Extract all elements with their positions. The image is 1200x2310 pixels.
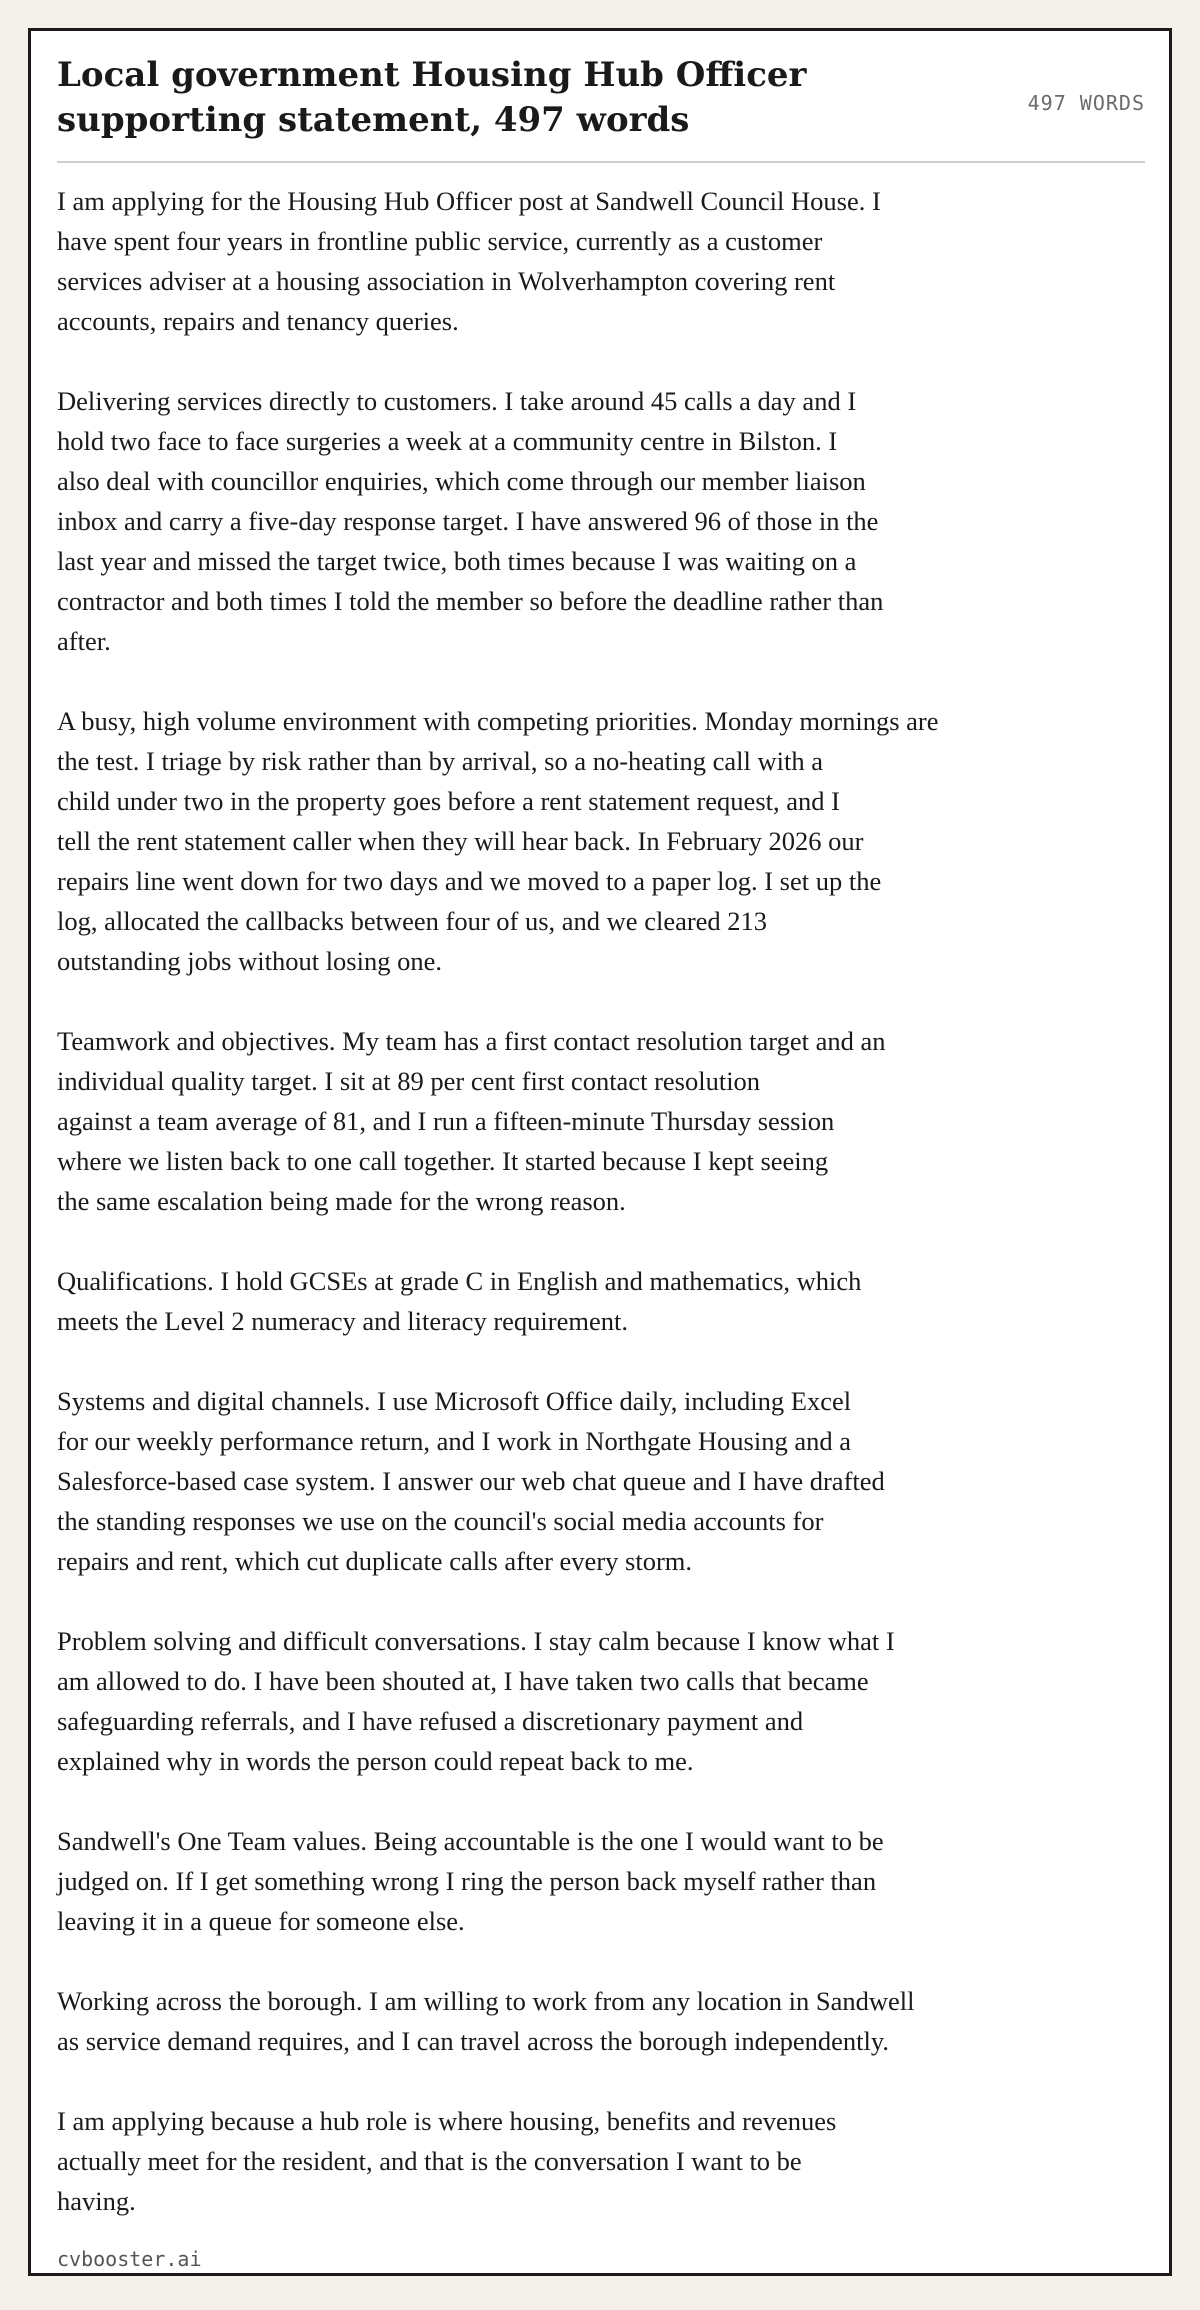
paragraph-line: Qualifications. I hold GCSEs at grade C in English and mathematics, which [57, 1266, 862, 1296]
paragraph [57, 1621, 1107, 1781]
paragraph-line: log, allocated the callbacks between four of us, and we cleared 213 [57, 906, 768, 936]
footer-brand: cvbooster.ai [57, 2247, 202, 2271]
paragraph-line: actually meet for the resident, and that is the conversation I want to be [57, 2146, 802, 2176]
paragraph [57, 2101, 1107, 2221]
paragraph-line: repairs and rent, which cut duplicate calls after every storm. [57, 1546, 693, 1576]
statement-body [57, 181, 1107, 2221]
title-line: Local government Housing Hub Officer [57, 55, 807, 95]
paragraph-line: meets the Level 2 numeracy and literacy requirement. [57, 1306, 628, 1336]
paragraph-line: last year and missed the target twice, both times because I was waiting on a [57, 546, 857, 576]
header-divider [57, 161, 1145, 163]
page-title [57, 53, 817, 143]
word-count-badge: 497 WORDS [1027, 91, 1145, 115]
paragraph-line: have spent four years in frontline public service, currently as a customer [57, 226, 823, 256]
paragraph [57, 1821, 1107, 1941]
paragraph-line: leaving it in a queue for someone else. [57, 1906, 465, 1936]
paragraph-line: having. [57, 2186, 136, 2216]
paragraph-line: the standing responses we use on the council's social media accounts for [57, 1506, 824, 1536]
paragraph-line: safeguarding referrals, and I have refused a discretionary payment and [57, 1706, 804, 1736]
paragraph-line: the test. I triage by risk rather than by arrival, so a no-heating call with a [57, 746, 824, 776]
paragraph [57, 381, 1107, 661]
document-header [57, 53, 1145, 163]
paragraph-line: explained why in words the person could repeat back to me. [57, 1746, 694, 1776]
paragraph-line: after. [57, 626, 111, 656]
paragraph [57, 181, 1107, 341]
paragraph-line: child under two in the property goes before a rent statement request, and I [57, 786, 840, 816]
paragraph [57, 1021, 1107, 1221]
paragraph-line: services adviser at a housing association in Wolverhampton covering rent [57, 266, 836, 296]
paragraph-line: also deal with councillor enquiries, which come through our member liaison [57, 466, 866, 496]
paragraph-line: Working across the borough. I am willing to work from any location in Sandwell [57, 1986, 915, 2016]
paragraph-line: tell the rent statement caller when they will hear back. In February 2026 our [57, 826, 864, 856]
paragraph-line: as service demand requires, and I can travel across the borough independently. [57, 2026, 889, 2056]
paragraph-line: the same escalation being made for the wrong reason. [57, 1186, 626, 1216]
paragraph-line: Salesforce-based case system. I answer our web chat queue and I have drafted [57, 1466, 885, 1496]
paragraph [57, 701, 1107, 981]
paragraph-line: I am applying because a hub role is where housing, benefits and revenues [57, 2106, 837, 2136]
paragraph-line: Systems and digital channels. I use Microsoft Office daily, including Excel [57, 1386, 852, 1416]
paragraph-line: judged on. If I get something wrong I ring the person back myself rather than [57, 1866, 877, 1896]
paragraph-line: inbox and carry a five-day response target. I have answered 96 of those in the [57, 506, 879, 536]
paragraph-line: accounts, repairs and tenancy queries. [57, 306, 459, 336]
paragraph-line: against a team average of 81, and I run a fifteen-minute Thursday session [57, 1106, 835, 1136]
paragraph-line: A busy, high volume environment with competing priorities. Monday mornings are [57, 706, 939, 736]
paragraph-line: repairs line went down for two days and we moved to a paper log. I set up the [57, 866, 882, 896]
title-line: supporting statement, 497 words [57, 100, 690, 140]
paragraph-line: where we listen back to one call together. It started because I kept seeing [57, 1146, 829, 1176]
paragraph [57, 1381, 1107, 1581]
paragraph-line: hold two face to face surgeries a week at a community centre in Bilston. I [57, 426, 838, 456]
paragraph-line: individual quality target. I sit at 89 per cent first contact resolution [57, 1066, 761, 1096]
paragraph-line: Problem solving and difficult conversations. I stay calm because I know what I [57, 1626, 895, 1656]
paragraph [57, 1261, 1107, 1341]
paragraph-line: contractor and both times I told the member so before the deadline rather than [57, 586, 884, 616]
paragraph-line: I am applying for the Housing Hub Officer post at Sandwell Council House. I [57, 186, 881, 216]
paragraph-line: for our weekly performance return, and I work in Northgate Housing and a [57, 1426, 851, 1456]
paragraph-line: Sandwell's One Team values. Being accountable is the one I would want to be [57, 1826, 884, 1856]
statement-card [28, 28, 1172, 2276]
paragraph-line: Delivering services directly to customers. I take around 45 calls a day and I [57, 386, 857, 416]
paragraph [57, 1981, 1107, 2061]
paragraph-line: outstanding jobs without losing one. [57, 946, 442, 976]
paragraph-line: am allowed to do. I have been shouted at, I have taken two calls that became [57, 1666, 869, 1696]
paragraph-line: Teamwork and objectives. My team has a first contact resolution target and an [57, 1026, 886, 1056]
